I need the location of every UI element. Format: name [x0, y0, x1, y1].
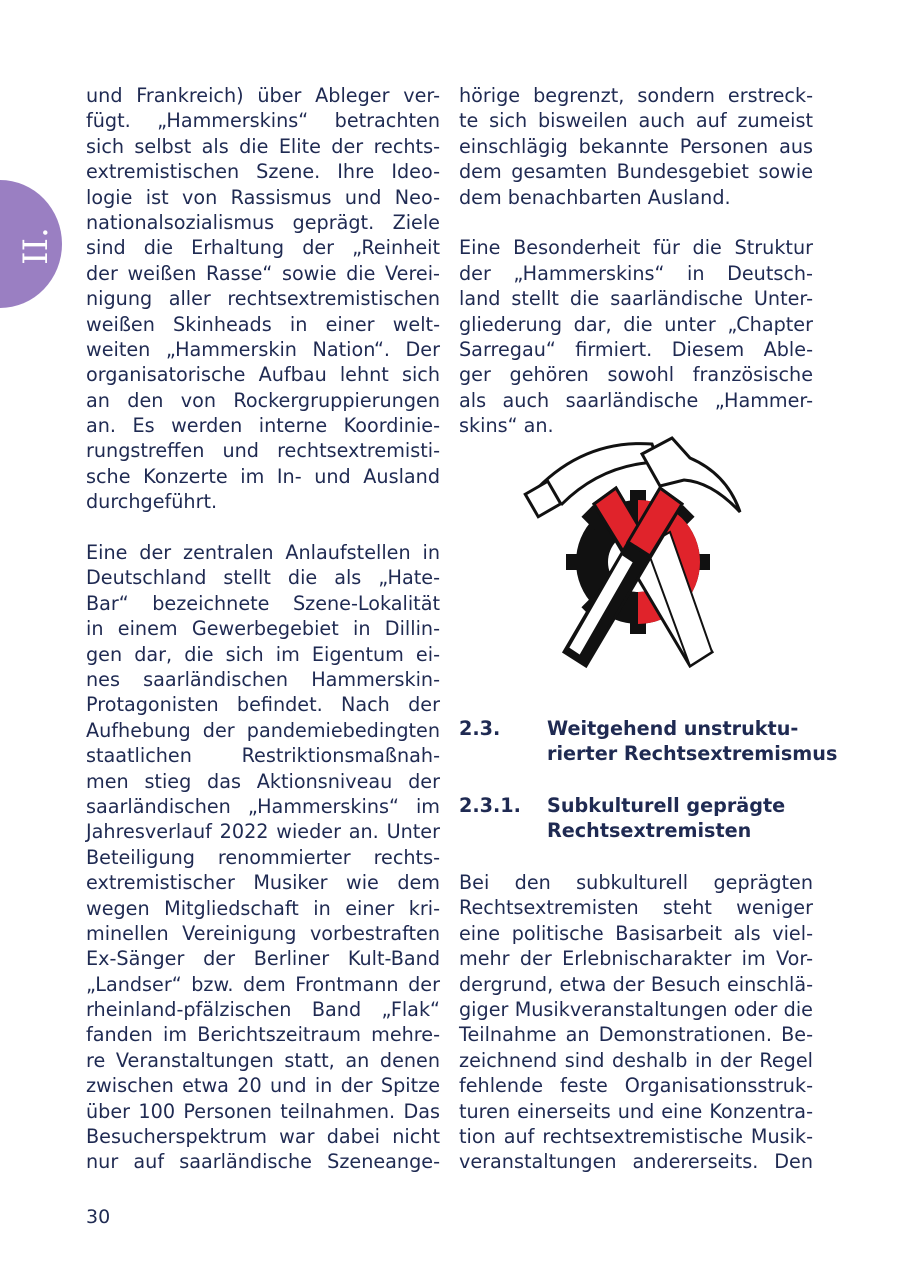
text-line: ger gehören sowohl französische — [459, 363, 813, 387]
text-line: rungstreffen und rechtsextremisti- — [86, 439, 440, 463]
section-number: 2.3.1. — [459, 794, 521, 817]
text-line: land stellt die saarländische Unter- — [459, 287, 813, 311]
text-line: zwischen etwa 20 und in der Spitze — [86, 1074, 440, 1098]
text-line: nationalsozialismus geprägt. Ziele — [86, 210, 440, 234]
text-line: Sarregau“ firmiert. Diesem Able- — [459, 337, 813, 361]
text-line: staatlichen Restriktionsmaßnah- — [86, 744, 440, 768]
text-line: an den von Rockergruppierungen — [86, 388, 440, 412]
text-line: weiten „Hammerskin Nation“. Der — [86, 337, 440, 361]
right-column — [459, 83, 813, 438]
section-title-line: Weitgehend unstruktu- — [547, 717, 799, 740]
text-line: wegen Mitgliedschaft in einer kri- — [86, 896, 440, 920]
text-line: re Veranstaltungen statt, an denen — [86, 1048, 440, 1072]
text-line: sich selbst als die Elite der rechts- — [86, 134, 440, 158]
right-paragraph-2 — [459, 235, 813, 438]
text-line: extremistischen Szene. Ihre Ideo- — [86, 160, 440, 184]
text-line: Jahresverlauf 2022 wieder an. Unter — [86, 820, 440, 844]
text-line: Eine der zentralen Anlaufstellen in — [86, 541, 440, 565]
text-line: men stieg das Aktionsniveau der — [86, 769, 440, 793]
text-line: einschlägig bekannte Personen aus — [459, 134, 813, 158]
text-line: gen dar, die sich im Eigentum ei- — [86, 642, 440, 666]
text-line: der weißen Rasse“ sowie die Verei- — [86, 261, 440, 285]
text-line: turen einerseits und eine Konzentra- — [459, 1099, 813, 1123]
text-line: sche Konzerte im In- und Ausland — [86, 464, 440, 488]
text-line: minellen Vereinigung vorbestraften — [86, 921, 440, 945]
text-line: tion auf rechtsextremistische Musik- — [459, 1124, 813, 1148]
text-line: als auch saarländische „Hammer- — [459, 388, 813, 412]
text-line: dem benachbarten Ausland. — [459, 185, 731, 209]
section-title-line: rierter Rechtsextremismus — [547, 742, 838, 766]
text-line: hörige begrenzt, sondern erstreck- — [459, 84, 813, 107]
text-line: Besucherspektrum war dabei nicht — [86, 1125, 440, 1149]
section-title-line: Subkulturell geprägte — [547, 794, 786, 817]
text-line: nes saarländischen Hammerskin- — [86, 667, 440, 691]
text-line: Ex-Sänger der Berliner Kult-Band — [86, 947, 440, 971]
text-line: mehr der Erlebnischarakter im Vor- — [459, 947, 813, 971]
text-line: rheinland-pfälzischen Band „Flak“ — [86, 998, 440, 1022]
text-line: saarländischen „Hammerskins“ im — [86, 794, 440, 818]
chapter-marker: II. — [16, 227, 56, 265]
text-line: skins“ an. — [459, 414, 554, 438]
text-line: Bar“ bezeichnete Szene-Lokalität — [86, 591, 440, 615]
text-line: weißen Skinheads in einer welt- — [86, 312, 440, 336]
text-line: Eine Besonderheit für die Struktur — [459, 236, 813, 260]
page-number: 30 — [86, 1206, 111, 1228]
text-line: extremistischer Musiker wie dem — [86, 871, 440, 895]
text-line: logie ist von Rassismus und Neo- — [86, 185, 440, 209]
text-line: veranstaltungen andererseits. Den — [459, 1150, 813, 1174]
text-line: nur auf saarländische Szeneange- — [86, 1150, 440, 1174]
right-paragraph-1 — [459, 83, 813, 210]
left-column — [86, 83, 440, 1175]
text-line: Bei den subkulturell geprägten — [459, 871, 813, 894]
text-line: te sich bisweilen auch auf zumeist — [459, 109, 813, 133]
text-line: Beteiligung renommierter rechts- — [86, 845, 440, 869]
text-line: fehlende feste Organisationsstruk- — [459, 1074, 813, 1098]
text-line: Deutschland stellt die als „Hate- — [86, 566, 440, 590]
left-paragraph-1 — [86, 83, 440, 515]
text-line: fanden im Berichtszeitraum mehre- — [86, 1023, 440, 1047]
text-line: der „Hammerskins“ in Deutsch- — [459, 261, 813, 285]
text-line: Rechtsextremisten steht weniger — [459, 896, 813, 920]
text-line: über 100 Personen teilnahmen. Das — [86, 1099, 440, 1123]
text-line: fügt. „Hammerskins“ betrachten — [86, 109, 440, 133]
text-line: an. Es werden interne Koordinie- — [86, 414, 440, 438]
text-line: durchgeführt. — [86, 490, 218, 514]
text-line: und Frankreich) über Ableger ver- — [86, 84, 440, 107]
text-line: Protagonisten befindet. Nach der — [86, 693, 440, 717]
text-line: Aufhebung der pandemiebedingten — [86, 718, 440, 742]
text-line: dem gesamten Bundesgebiet sowie — [459, 160, 813, 184]
text-line: gliederung dar, die unter „Chapter — [459, 312, 813, 336]
text-line: „Landser“ bzw. dem Frontmann der — [86, 972, 440, 996]
text-line: organisatorische Aufbau lehnt sich — [86, 363, 440, 387]
section-title-line: Rechtsextremisten — [547, 819, 752, 843]
left-paragraph-2 — [86, 540, 440, 1175]
text-line: eine politische Basisarbeit als viel- — [459, 921, 813, 945]
text-line: zeichnend sind deshalb in der Regel — [459, 1048, 813, 1072]
hammerskins-logo — [522, 434, 754, 674]
text-line: giger Musikveranstaltungen oder die — [459, 997, 813, 1021]
text-line: in einem Gewerbegebiet in Dillin- — [86, 617, 440, 641]
section-number: 2.3. — [459, 717, 501, 740]
text-line: nigung aller rechtsextremistischen — [86, 287, 440, 311]
text-line: sind die Erhaltung der „Reinheit — [86, 236, 440, 260]
text-line: dergrund, etwa der Besuch einschlä- — [459, 972, 813, 996]
right-paragraph-3 — [459, 870, 813, 1175]
text-line: Teilnahme an Demonstrationen. Be- — [459, 1023, 813, 1047]
